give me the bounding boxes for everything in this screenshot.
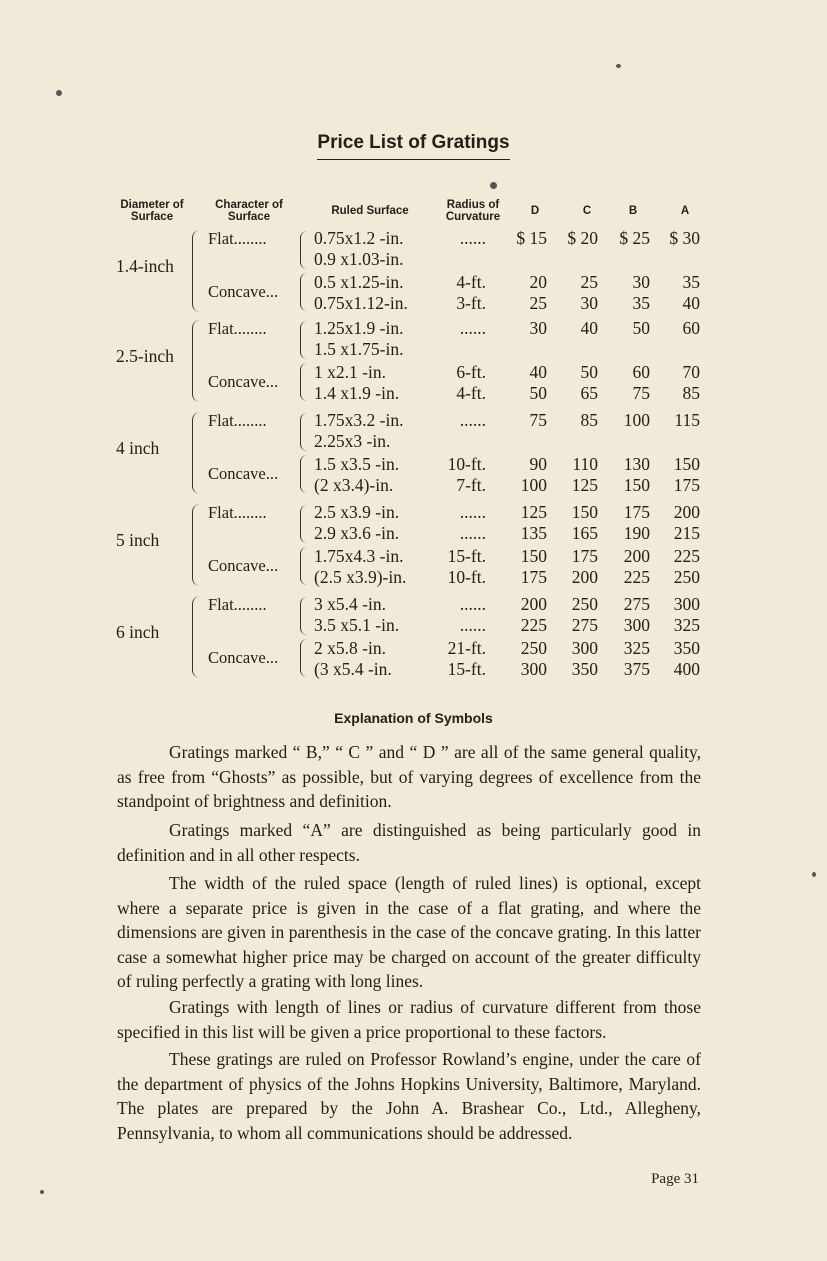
price-cell-A: 150 [673, 454, 700, 474]
ruled-surface-cell: 0.75x1.12-in. [314, 293, 408, 313]
price-cell-D: 75 [529, 410, 547, 430]
group-brace [192, 320, 201, 402]
ink-spot [812, 872, 816, 877]
price-cell-C: 110 [572, 454, 598, 474]
price-cell-A: 200 [673, 502, 700, 522]
concave-label: Concave... [208, 648, 279, 667]
header-ruled: Ruled Surface [331, 205, 409, 217]
price-cell-B: 225 [623, 567, 650, 587]
group-brace [192, 230, 201, 312]
ruled-surface-cell: 3.5 x5.1 -in. [314, 615, 400, 635]
price-cell-B: 325 [623, 638, 650, 658]
price-cell-D: 25 [529, 293, 547, 313]
ruled-surface-cell: 0.5 x1.25-in. [314, 272, 404, 292]
price-cell-B: 375 [623, 659, 650, 679]
price-cell-D: 150 [520, 546, 547, 566]
price-cell-A: 400 [673, 659, 700, 679]
price-cell-C: 300 [571, 638, 598, 658]
radius-cell: 7-ft. [456, 475, 486, 495]
ruled-surface-cell: (2 x3.4)-in. [314, 475, 394, 495]
price-cell-C: 125 [571, 475, 598, 495]
price-cell-A: 215 [673, 523, 700, 543]
paragraph-2: Gratings marked “A” are distinguished as being particularly good in definition and in all other respects. [117, 820, 701, 865]
price-cell-D: 175 [520, 567, 547, 587]
price-cell-C: 30 [580, 293, 598, 313]
price-cell-B: 275 [623, 594, 650, 614]
price-cell-D: 250 [520, 638, 547, 658]
flat-label: Flat........ [208, 319, 267, 338]
ruled-surface-cell: 2.5 x3.9 -in. [314, 502, 400, 522]
ruled-surface-cell: 0.9 x1.03-in. [314, 249, 404, 269]
flat-label: Flat........ [208, 503, 267, 522]
radius-cell: ...... [459, 318, 486, 338]
radius-cell: 10-ft. [447, 454, 486, 474]
paragraph-4: Gratings with length of lines or radius of curvature different from those specified in this list will be given a price proportional to these factors. [117, 997, 701, 1042]
header-B: B [628, 205, 638, 217]
ink-spot [616, 64, 621, 68]
price-cell-B: 150 [623, 475, 650, 495]
diameter-label: 2.5-inch [116, 346, 174, 366]
page-title-text: Price List of Gratings [317, 132, 509, 160]
ruled-surface-cell: 1.75x4.3 -in. [314, 546, 404, 566]
price-cell-C: 250 [571, 594, 598, 614]
price-cell-A: 350 [673, 638, 700, 658]
price-cell-C: 175 [571, 546, 598, 566]
pair-brace [300, 273, 307, 311]
header-character: Character of Surface [215, 199, 283, 223]
price-cell-D: 135 [520, 523, 547, 543]
paragraph-3: The width of the ruled space (length of ruled lines) is optional, except where a separate price is given in the case of a flat grating, and where the dimensions are given in parenthesis in the case of the concave grating. In this latter case a somewhat higher price may be charged on account of the greater difficulty of ruling perfectly a grating with long lines. [117, 873, 701, 991]
explanation-title: Explanation of Symbols [334, 710, 493, 726]
price-cell-C: 350 [571, 659, 598, 679]
price-cell-C: 65 [580, 383, 598, 403]
price-cell-A: 60 [682, 318, 700, 338]
pair-brace [300, 321, 307, 359]
radius-cell: ...... [459, 410, 486, 430]
price-cell-B: 300 [623, 615, 650, 635]
diameter-label: 6 inch [116, 622, 160, 642]
ruled-surface-cell: 1.75x3.2 -in. [314, 410, 404, 430]
radius-cell: ...... [459, 594, 486, 614]
ruled-surface-cell: 1.5 x3.5 -in. [314, 454, 400, 474]
radius-cell: 15-ft. [447, 659, 486, 679]
pair-brace [300, 505, 307, 543]
header-radius: Radius of Curvature [445, 199, 501, 223]
radius-cell: ...... [459, 615, 486, 635]
ink-spot [490, 182, 497, 189]
price-cell-B: 200 [623, 546, 650, 566]
price-cell-D: 50 [529, 383, 547, 403]
ink-spot [40, 1190, 44, 1194]
flat-label: Flat........ [208, 411, 267, 430]
page-number: Page 31 [651, 1171, 699, 1187]
price-cell-A: 325 [673, 615, 700, 635]
radius-cell: 3-ft. [456, 293, 486, 313]
pair-brace [300, 413, 307, 451]
group-brace [192, 504, 201, 586]
header-diameter: Diameter of Surface [120, 199, 184, 223]
ruled-surface-cell: 1.4 x1.9 -in. [314, 383, 400, 403]
price-cell-D: 125 [520, 502, 547, 522]
ruled-surface-cell: 1.25x1.9 -in. [314, 318, 404, 338]
diameter-label: 5 inch [116, 530, 160, 550]
price-cell-A: 70 [682, 362, 700, 382]
radius-cell: 21-ft. [447, 638, 486, 658]
ruled-surface-cell: (3 x5.4 -in. [314, 659, 392, 679]
price-cell-B: $ 25 [619, 228, 650, 248]
concave-label: Concave... [208, 556, 279, 575]
price-cell-B: 60 [632, 362, 650, 382]
diameter-label: 4 inch [116, 438, 160, 458]
concave-label: Concave... [208, 464, 279, 483]
ruled-surface-cell: 0.75x1.2 -in. [314, 228, 404, 248]
price-cell-C: 150 [571, 502, 598, 522]
radius-cell: ...... [459, 228, 486, 248]
price-cell-A: 85 [682, 383, 700, 403]
price-cell-D: 90 [529, 454, 547, 474]
price-cell-C: 275 [571, 615, 598, 635]
group-brace [192, 596, 201, 678]
price-cell-C: $ 20 [567, 228, 598, 248]
ruled-surface-cell: 2.9 x3.6 -in. [314, 523, 400, 543]
price-cell-B: 50 [632, 318, 650, 338]
price-cell-C: 40 [580, 318, 598, 338]
radius-cell: 4-ft. [456, 272, 486, 292]
price-cell-D: 100 [520, 475, 547, 495]
price-cell-B: 100 [623, 410, 650, 430]
price-cell-C: 50 [580, 362, 598, 382]
ink-spot [56, 90, 62, 96]
ruled-surface-cell: 3 x5.4 -in. [314, 594, 386, 614]
ruled-surface-cell: 2.25x3 -in. [314, 431, 391, 451]
pair-brace [300, 363, 307, 401]
ruled-surface-cell: 1 x2.1 -in. [314, 362, 386, 382]
ruled-surface-cell: (2.5 x3.9)-in. [314, 567, 407, 587]
header-C: C [582, 205, 592, 217]
page-title [0, 132, 827, 154]
paragraph-5: These gratings are ruled on Professor Rowland’s engine, under the care of the department of physics of the Johns Hopkins University, Baltimore, Maryland. The plates are prepared by the John A. Brashear Co., Ltd., Allegheny, Pennsylvania, to whom all communications should be addressed. [117, 1049, 701, 1143]
pair-brace [300, 639, 307, 677]
header-D: D [530, 205, 540, 217]
ruled-surface-cell: 2 x5.8 -in. [314, 638, 386, 658]
radius-cell: 10-ft. [447, 567, 486, 587]
price-cell-B: 130 [623, 454, 650, 474]
price-cell-A: 250 [673, 567, 700, 587]
price-cell-D: 30 [529, 318, 547, 338]
radius-cell: 6-ft. [456, 362, 486, 382]
price-cell-B: 175 [623, 502, 650, 522]
price-cell-A: 300 [673, 594, 700, 614]
price-cell-B: 35 [632, 293, 650, 313]
price-cell-A: 35 [682, 272, 700, 292]
flat-label: Flat........ [208, 229, 267, 248]
concave-label: Concave... [208, 372, 279, 391]
price-cell-C: 25 [580, 272, 598, 292]
radius-cell: 15-ft. [447, 546, 486, 566]
price-cell-A: 115 [674, 410, 700, 430]
radius-cell: 4-ft. [456, 383, 486, 403]
radius-cell: ...... [459, 523, 486, 543]
price-cell-D: 20 [529, 272, 547, 292]
price-cell-D: 300 [520, 659, 547, 679]
price-cell-D: 200 [520, 594, 547, 614]
header-A: A [680, 205, 690, 217]
price-cell-A: 175 [673, 475, 700, 495]
price-cell-A: 40 [682, 293, 700, 313]
diameter-label: 1.4-inch [116, 256, 174, 276]
paragraph-1: Gratings marked “ B,” “ C ” and “ D ” are all of the same general quality, as free from “Ghosts” as possible, but of varying degrees of excellence from the standpoint of brightness and definition. [117, 742, 701, 811]
ruled-surface-cell: 1.5 x1.75-in. [314, 339, 404, 359]
radius-cell: ...... [459, 502, 486, 522]
price-cell-A: $ 30 [669, 228, 700, 248]
pair-brace [300, 455, 307, 493]
price-cell-D: 225 [520, 615, 547, 635]
price-cell-C: 200 [571, 567, 598, 587]
price-cell-A: 225 [673, 546, 700, 566]
price-cell-B: 30 [632, 272, 650, 292]
pair-brace [300, 597, 307, 635]
concave-label: Concave... [208, 282, 279, 301]
price-cell-B: 190 [623, 523, 650, 543]
price-cell-C: 85 [580, 410, 598, 430]
pair-brace [300, 547, 307, 585]
pair-brace [300, 231, 307, 269]
price-cell-D: $ 15 [516, 228, 547, 248]
price-cell-D: 40 [529, 362, 547, 382]
flat-label: Flat........ [208, 595, 267, 614]
group-brace [192, 412, 201, 494]
price-cell-C: 165 [571, 523, 598, 543]
price-cell-B: 75 [632, 383, 650, 403]
